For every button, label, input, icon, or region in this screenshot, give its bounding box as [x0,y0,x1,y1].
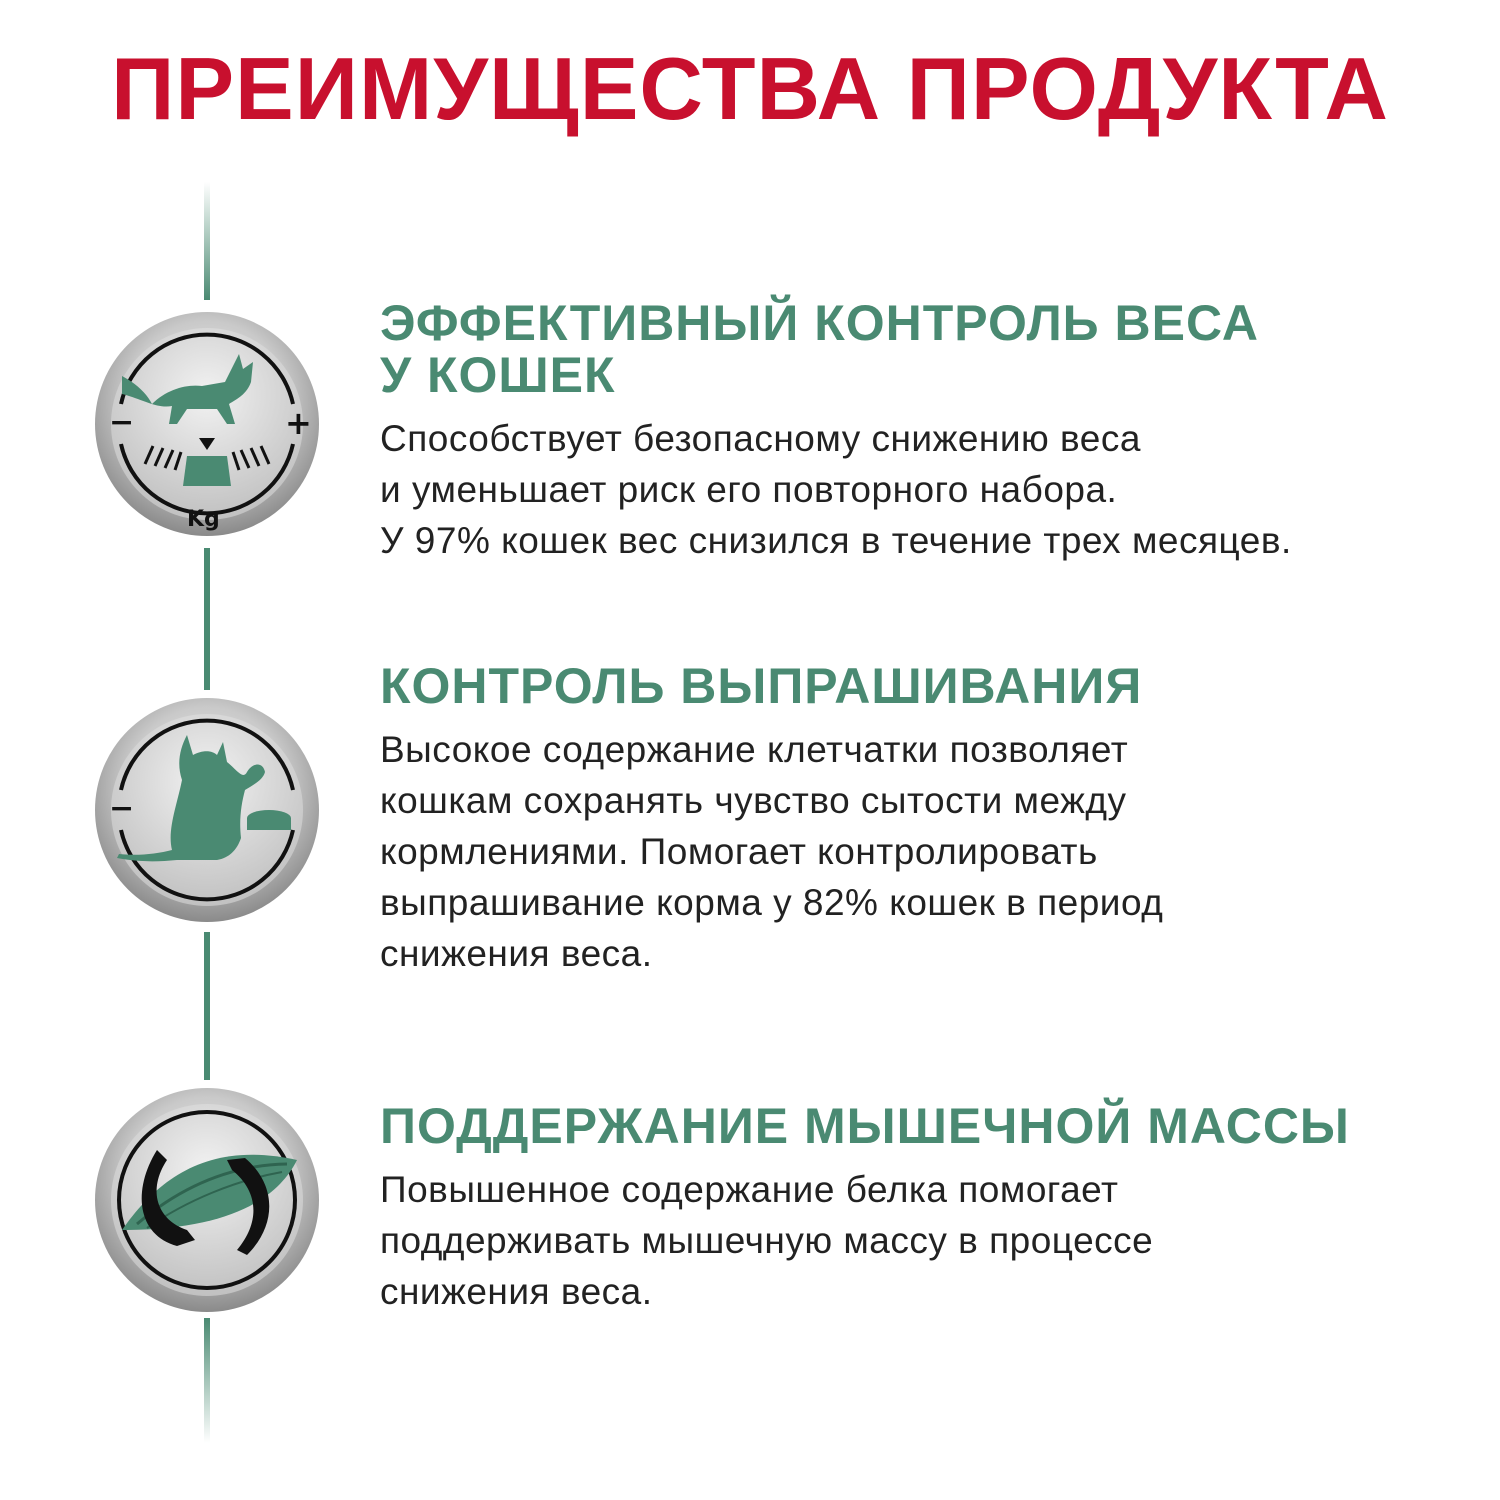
feature-text-line: поддерживать мышечную массу в процессе [380,1220,1154,1261]
muscle-fiber-icon [95,1088,319,1312]
icon-unit-label: Kg [187,507,220,532]
feature-text-line: Высокое содержание клетчатки позволяет [380,729,1129,770]
feature-text-line: Способствует безопасному снижению веса [380,418,1141,459]
feature-title [380,660,1480,712]
icon-plus-label: + [285,404,312,442]
timeline-segment [204,1318,210,1443]
page-title: ПРЕИМУЩЕСТВА ПРОДУКТА [111,39,1389,138]
feature-title-line: У КОШЕК [380,347,616,403]
feature-text-line: снижения веса. [380,933,653,974]
feature-text-line: кормлениями. Помогает контролировать [380,831,1098,872]
icon-minus-label: − [109,405,135,440]
feature-title-line: ЭФФЕКТИВНЫЙ КОНТРОЛЬ ВЕСА [380,295,1259,351]
feature-description [380,724,1480,979]
timeline-segment [204,182,210,300]
begging-cat-bowl-icon [95,698,319,922]
feature-title [380,297,1480,401]
feature-title-line: КОНТРОЛЬ ВЫПРАШИВАНИЯ [380,658,1143,714]
feature-text-line: кошкам сохранять чувство сытости между [380,780,1127,821]
feature-muscle-mass [380,1100,1480,1317]
icon-minus-label: − [109,791,135,826]
feature-text-line: и уменьшает риск его повторного набора. [380,469,1118,510]
timeline [0,0,420,1500]
feature-description [380,1164,1480,1317]
feature-begging-control [380,660,1480,979]
feature-text-line: Повышенное содержание белка помогает [380,1169,1119,1210]
feature-title-line: ПОДДЕРЖАНИЕ МЫШЕЧНОЙ МАССЫ [380,1098,1350,1154]
feature-text-line: У 97% кошек вес снизился в течение трех месяцев. [380,520,1292,561]
feature-title [380,1100,1480,1152]
feature-weight-control [380,297,1480,566]
timeline-segment [204,548,210,690]
feature-text-line: выпрашивание корма у 82% кошек в период [380,882,1164,923]
feature-text-line: снижения веса. [380,1271,653,1312]
feature-description [380,413,1480,566]
cat-weight-scale-icon [95,312,319,536]
timeline-segment [204,932,210,1080]
